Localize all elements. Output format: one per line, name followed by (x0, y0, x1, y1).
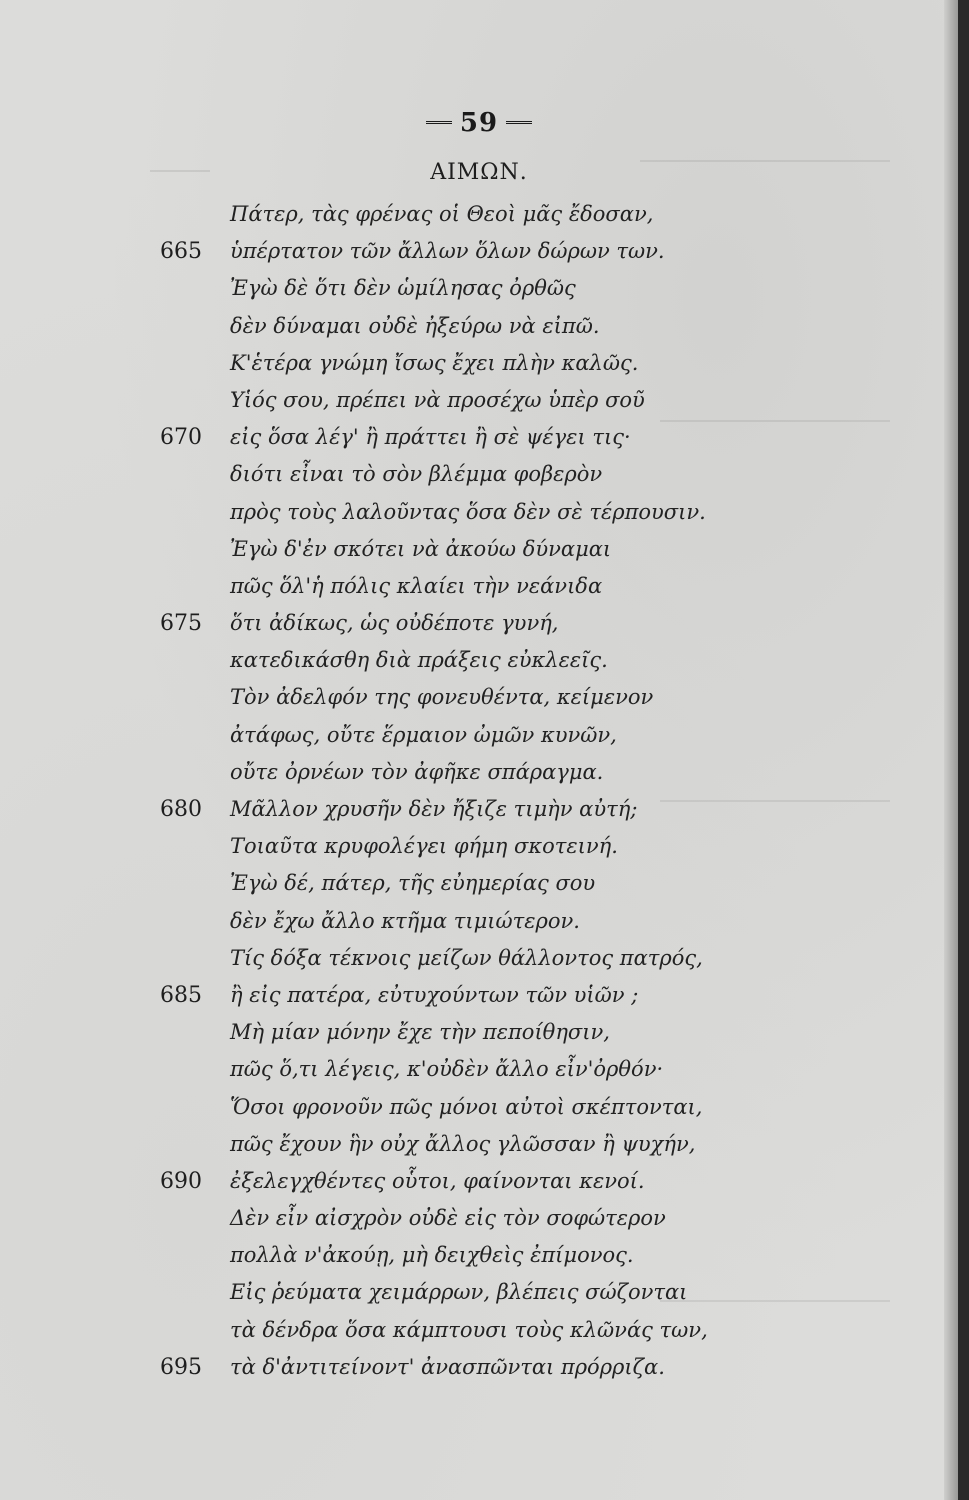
verse-line (160, 531, 860, 568)
verse-text: δὲν ἔχω ἄλλο κτῆμα τιμιώτερον. (230, 908, 580, 933)
verse-line (160, 456, 860, 493)
verse-text: πρὸς τοὺς λαλοῦντας ὅσα δὲν σὲ τέρπουσιν. (230, 499, 706, 524)
verse-text: εἰς ὅσα λέγ' ἢ πράττει ἢ σὲ ψέγει τις· (230, 425, 631, 450)
verse-text: διότι εἶναι τὸ σὸν βλέμμα φοβερὸν (230, 462, 603, 487)
verse-text: κατεδικάσθη διὰ πράξεις εὐκλεεῖς. (230, 648, 608, 673)
verse-line (160, 940, 860, 977)
verse-line (160, 642, 860, 679)
verse-text: τὰ δ'ἀντιτείνοντ' ἀνασπῶνται πρόρριζα. (230, 1354, 665, 1379)
verse-text: ὑπέρτατον τῶν ἄλλων ὅλων δώρων των. (230, 239, 665, 264)
verse-line (160, 865, 860, 902)
verse-text: Τοιαῦτα κρυφολέγει φήμη σκοτεινή. (230, 834, 618, 859)
verse-text: Μὴ μίαν μόνην ἔχε τὴν πεποίθησιν, (230, 1020, 610, 1045)
verse-line (160, 233, 860, 270)
verse-line (160, 1014, 860, 1051)
verse-line (160, 1237, 860, 1274)
verse-line (160, 754, 860, 791)
verse-line (160, 419, 860, 456)
verse-text: πῶς ὅ,τι λέγεις, κ'οὐδὲν ἄλλο εἶν'ὀρθόν· (230, 1057, 664, 1082)
verse-text: πῶς ὅλ'ἡ πόλις κλαίει τὴν νεάνιδα (230, 573, 603, 598)
verse-text: Ὅσοι φρονοῦν πῶς μόνοι αὐτοὶ σκέπτονται, (230, 1094, 703, 1119)
verse-line (160, 1274, 860, 1311)
verse-line (160, 1200, 860, 1237)
verse-text: Εἰς ῥεύματα χειμάρρων, βλέπεις σώζονται (230, 1280, 688, 1305)
line-number: 665 (160, 239, 202, 265)
verse-line (160, 270, 860, 307)
verse-text: ἢ εἰς πατέρα, εὐτυχούντων τῶν υἱῶν ; (230, 982, 639, 1007)
verse-line (160, 1163, 860, 1200)
line-number: 690 (160, 1168, 202, 1194)
verse-line (160, 791, 860, 828)
verse-text: Ἐγὼ δὲ ὅτι δὲν ὡμίλησας ὀρθῶς (230, 276, 576, 301)
verse-text: Κ'ἑτέρα γνώμη ἴσως ἔχει πλὴν καλῶς. (230, 350, 639, 375)
verse-line (160, 1089, 860, 1126)
speaker-heading: ΑΙΜΩΝ. (430, 160, 528, 185)
verse-text: Ἐγὼ δέ, πάτερ, τῆς εὐημερίας σου (230, 871, 596, 896)
verse-line (160, 308, 860, 345)
verse-block (160, 196, 860, 1386)
verse-line (160, 717, 860, 754)
verse-text: ἀτάφως, οὔτε ἕρμαιον ὠμῶν κυνῶν, (230, 722, 617, 747)
line-number: 680 (160, 797, 202, 822)
verse-text: Δὲν εἶν αἰσχρὸν οὐδὲ εἰς τὸν σοφώτερον (230, 1206, 666, 1231)
line-number: 685 (160, 982, 202, 1008)
line-number: 695 (160, 1354, 202, 1380)
verse-line (160, 977, 860, 1014)
verse-line (160, 1312, 860, 1349)
line-number: 675 (160, 611, 202, 637)
verse-text: ὅτι ἀδίκως, ὡς οὐδέποτε γυνή, (230, 611, 559, 636)
verse-line (160, 1349, 860, 1386)
verse-text: Ἐγὼ δ'ἐν σκότει νὰ ἀκούω δύναμαι (230, 536, 612, 561)
verse-text: Τίς δόξα τέκνοις μείζων θάλλοντος πατρός, (230, 945, 703, 970)
verse-text: τὰ δένδρα ὅσα κάμπτουσι τοὺς κλῶνάς των, (230, 1317, 708, 1342)
running-head (0, 108, 958, 138)
verse-text: οὔτε ὀρνέων τὸν ἀφῆκε σπάραγμα. (230, 759, 604, 784)
verse-line (160, 679, 860, 716)
verse-text: Υἱός σου, πρέπει νὰ προσέχω ὑπὲρ σοῦ (230, 387, 645, 412)
verse-line (160, 1051, 860, 1088)
verse-text: Μᾶλλον χρυσῆν δὲν ἤξιζε τιμὴν αὐτή; (230, 797, 638, 821)
verse-line (160, 605, 860, 642)
verse-line (160, 382, 860, 419)
verse-line (160, 568, 860, 605)
verse-line (160, 828, 860, 865)
verse-text: ἐξελεγχθέντες οὗτοι, φαίνονται κενοί. (230, 1168, 645, 1193)
verse-text: δὲν δύναμαι οὐδὲ ἠξεύρω νὰ εἰπῶ. (230, 313, 600, 338)
verse-line (160, 903, 860, 940)
verse-text: Τὸν ἀδελφόν της φονευθέντα, κείμενον (230, 685, 654, 710)
verse-line (160, 1126, 860, 1163)
page-number: 59 (418, 108, 540, 138)
verse-line (160, 196, 860, 233)
page-edge-shadow (944, 0, 958, 1500)
verse-text: πολλὰ ν'ἀκούῃ, μὴ δειχθεὶς ἐπίμονος. (230, 1243, 634, 1268)
verse-line (160, 345, 860, 382)
line-number: 670 (160, 425, 202, 451)
verse-text: Πάτερ, τὰς φρένας οἱ Θεοὶ μᾶς ἔδοσαν, (230, 202, 654, 226)
verse-line (160, 494, 860, 531)
verse-text: πῶς ἔχουν ἣν οὐχ ἄλλος γλῶσσαν ἢ ψυχήν, (230, 1131, 696, 1156)
